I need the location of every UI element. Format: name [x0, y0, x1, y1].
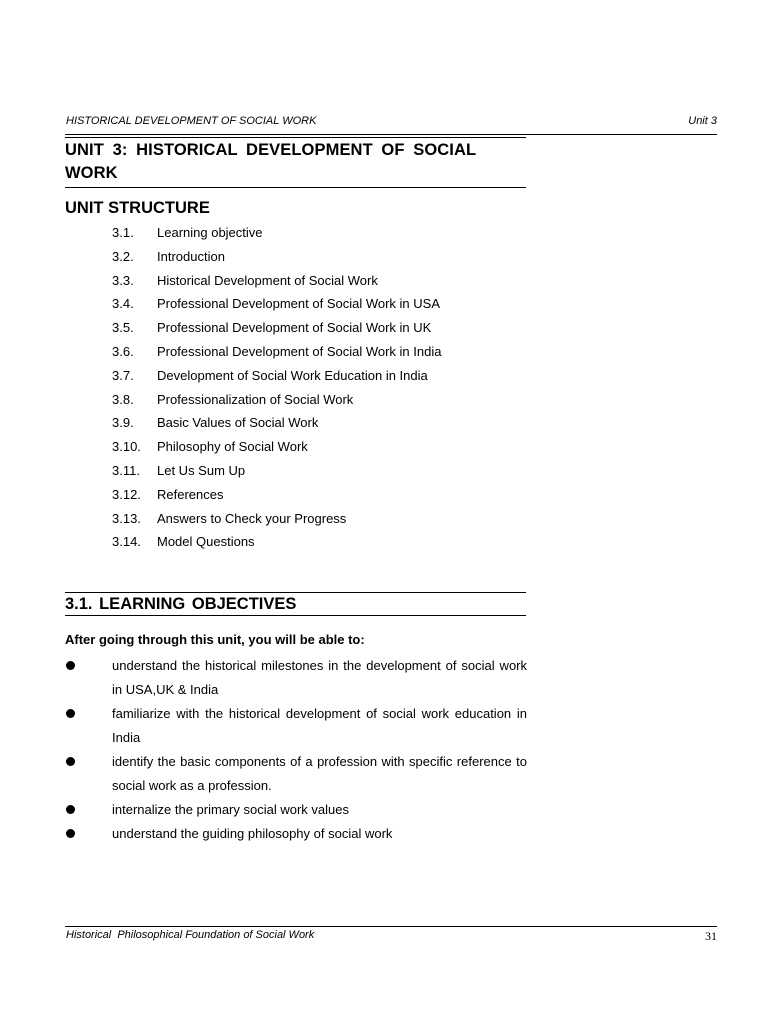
bullet-icon — [66, 829, 75, 838]
objective-text: internalize the primary social work values — [112, 802, 349, 817]
unit-structure-heading: UNIT STRUCTURE — [65, 199, 210, 217]
toc-item-number: 3.4. — [112, 296, 134, 312]
toc-item-label: References — [157, 486, 224, 502]
toc-item-number: 3.14. — [112, 534, 141, 550]
bullet-icon — [66, 757, 75, 766]
toc-item-label: Answers to Check your Progress — [157, 510, 347, 526]
toc-item-label: Professional Development of Social Work in UK — [157, 320, 432, 336]
objective-text: familiarize with the historical development of social work education in India — [112, 706, 527, 745]
page-number: 31 — [705, 929, 717, 943]
toc-item-label: Model Questions — [157, 534, 255, 550]
toc-item-number: 3.12. — [112, 486, 141, 502]
toc-item-label: Professionalization of Social Work — [157, 391, 354, 407]
toc-item-number: 3.7. — [112, 367, 134, 383]
toc-item-label: Introduction — [157, 248, 225, 264]
objective-item — [65, 750, 527, 798]
bullet-icon — [66, 661, 75, 670]
bullet-icon — [66, 805, 75, 814]
toc-item-number: 3.3. — [112, 272, 134, 288]
toc-item-number: 3.11. — [112, 462, 140, 478]
objective-item — [65, 822, 527, 846]
objective-text: understand the historical milestones in the development of social work in USA,UK & India — [112, 658, 527, 697]
toc-item-number: 3.6. — [112, 343, 134, 359]
objective-text: identify the basic components of a profession with specific reference to social work as a profession. — [112, 754, 527, 793]
toc-item-number: 3.13. — [112, 510, 141, 526]
toc-item-number: 3.8. — [112, 391, 134, 407]
bullet-icon — [66, 709, 75, 718]
header-right-text: Unit 3 — [688, 115, 717, 127]
learning-objectives-heading-block — [65, 592, 526, 616]
toc-item-label: Basic Values of Social Work — [157, 415, 319, 431]
toc-item-label: Let Us Sum Up — [157, 462, 246, 478]
objective-item — [65, 702, 527, 750]
objective-text: understand the guiding philosophy of social work — [112, 826, 393, 841]
toc-item-label: Historical Development of Social Work — [157, 272, 378, 288]
toc-item-label: Professional Development of Social Work in USA — [157, 296, 440, 312]
objective-item — [65, 654, 527, 702]
footer-left-text: Historical Philosophical Foundation of Social Work — [66, 929, 315, 941]
running-footer — [65, 926, 717, 947]
header-left-text: HISTORICAL DEVELOPMENT OF SOCIAL WORK — [66, 115, 317, 127]
toc-item-number: 3.9. — [112, 415, 134, 431]
toc-item-number: 3.5. — [112, 320, 134, 336]
objectives-list — [65, 654, 527, 846]
toc-item-label: Philosophy of Social Work — [157, 439, 308, 455]
toc-item-number: 3.1. — [112, 225, 134, 240]
toc-item-number: 3.10. — [112, 439, 141, 455]
toc-item-label: Professional Development of Social Work in India — [157, 343, 442, 359]
running-header — [65, 114, 717, 135]
unit-title-block — [65, 137, 526, 188]
objectives-intro: After going through this unit, you will be able to: — [65, 632, 365, 647]
toc-item-label: Development of Social Work Education in India — [157, 367, 428, 383]
toc-item-label: Learning objective — [157, 225, 263, 240]
learning-objectives-heading: 3.1. LEARNING OBJECTIVES — [65, 595, 297, 613]
toc-item-number: 3.2. — [112, 248, 134, 264]
unit-title: UNIT 3: HISTORICAL DEVELOPMENT OF SOCIAL WORK — [65, 141, 476, 182]
objective-item — [65, 798, 527, 822]
